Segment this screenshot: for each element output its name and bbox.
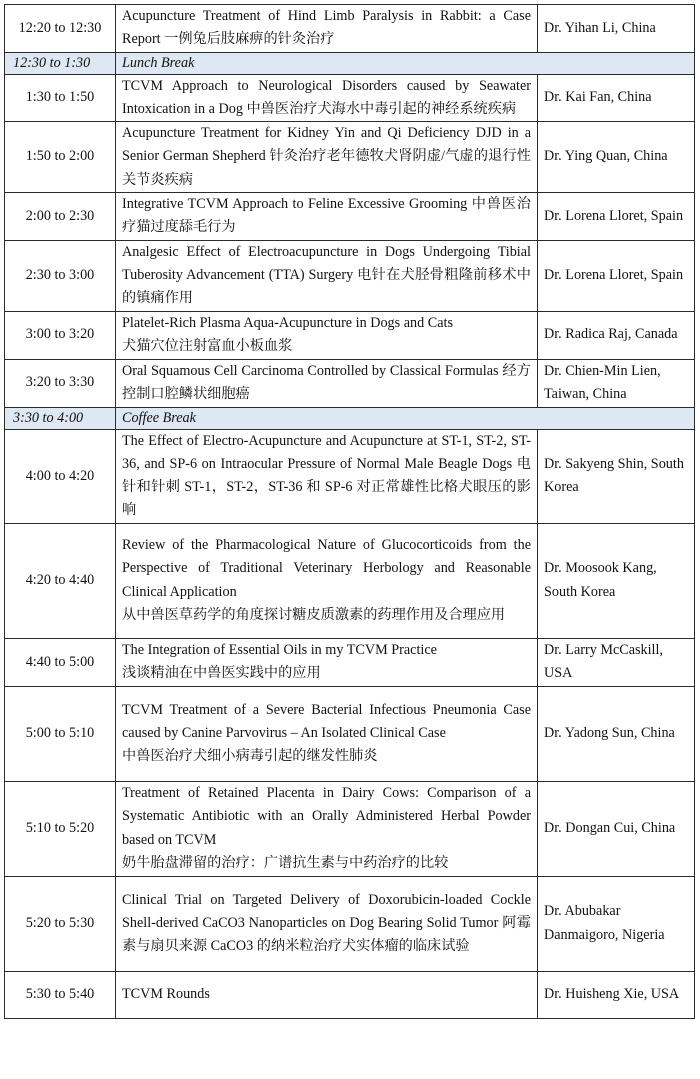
session-time: 12:20 to 12:30: [5, 5, 116, 53]
schedule-body: [5, 5, 695, 1019]
session-row: [5, 311, 695, 359]
session-speaker: Dr. Kai Fan, China: [538, 74, 695, 122]
session-title-en: Acupuncture Treatment of Hind Limb Paralysis in Rabbit: a Case Report: [122, 8, 531, 48]
session-speaker: Dr. Sakyeng Shin, South Korea: [538, 429, 695, 523]
session-row: [5, 781, 695, 876]
session-time: 1:30 to 1:50: [5, 74, 116, 122]
session-time: 5:10 to 5:20: [5, 781, 116, 876]
session-speaker: Dr. Huisheng Xie, USA: [538, 971, 695, 1018]
session-row: [5, 429, 695, 523]
session-title-en: TCVM Treatment of a Severe Bacterial Infectious Pneumonia Case caused by Canine Parvovirus – An Isolated Clinical Case: [122, 701, 531, 742]
session-time: 5:20 to 5:30: [5, 876, 116, 971]
session-title-en: Treatment of Retained Placenta in Dairy Cows: Comparison of a Systematic Antibiotic with an Orally Administered Herbal Powder based on TCVM: [122, 785, 531, 848]
session-title-zh: 一例兔后肢麻痹的针灸治疗: [164, 31, 335, 48]
session-time: 1:50 to 2:00: [5, 122, 116, 193]
session-title-en: Review of the Pharmacological Nature of Glucocorticoids from the Perspective of Traditional Veterinary Herbology and Reasonable Clinical Application: [122, 537, 531, 600]
session-title-en: TCVM Approach to Neurological Disorders caused by Seawater Intoxication in a Dog: [122, 77, 531, 117]
session-speaker: Dr. Yadong Sun, China: [538, 686, 695, 781]
session-time: 4:00 to 4:20: [5, 429, 116, 523]
session-title-zh: 中兽医治疗犬海水中毒引起的神经系统疾病: [246, 100, 517, 117]
session-title-zh: 中兽医治疗犬细小病毒引起的继发性肺炎: [122, 748, 378, 765]
session-speaker: Dr. Yihan Li, China: [538, 5, 695, 53]
session-title-cell: [116, 686, 538, 781]
break-label: Coffee Break: [116, 407, 695, 429]
session-title-en: Oral Squamous Cell Carcinoma Controlled by Classical Formulas: [122, 362, 499, 379]
session-title-cell: [116, 74, 538, 122]
session-title-cell: [116, 638, 538, 686]
session-row: [5, 638, 695, 686]
session-title-zh: 中兽医治疗猫过度舔毛行为: [122, 196, 531, 236]
session-time: 3:00 to 3:20: [5, 311, 116, 359]
session-time: 3:20 to 3:30: [5, 359, 116, 407]
break-row: [5, 407, 695, 429]
session-title-zh: 电针和针刺 ST-1，ST-2，ST-36 和 SP-6 对正常雄性比格犬眼压的影响: [122, 455, 531, 519]
session-title-en: The Integration of Essential Oils in my TCVM Practice: [122, 641, 437, 658]
session-title-cell: [116, 193, 538, 241]
session-speaker: Dr. Chien-Min Lien, Taiwan, China: [538, 359, 695, 407]
session-title-en: Integrative TCVM Approach to Feline Excessive Grooming: [122, 196, 468, 213]
break-row: [5, 52, 695, 74]
session-title-zh: 电针在犬胫骨粗隆前移术中的镇痛作用: [122, 266, 531, 307]
session-title-cell: [116, 429, 538, 523]
break-time: 3:30 to 4:00: [5, 407, 116, 429]
session-time: 2:30 to 3:00: [5, 240, 116, 311]
session-title-zh: 阿霉素与扇贝来源 CaCO3 的纳米粒治疗犬实体瘤的临床试验: [122, 915, 531, 955]
session-title-zh: 针灸治疗老年德牧犬肾阴虚/气虚的退行性关节炎疾病: [122, 148, 531, 188]
session-title-zh: 从中兽医草药学的角度探讨糖皮质激素的药理作用及合理应用: [122, 607, 506, 624]
session-time: 2:00 to 2:30: [5, 193, 116, 241]
session-time: 4:20 to 4:40: [5, 523, 116, 638]
session-speaker: Dr. Dongan Cui, China: [538, 781, 695, 876]
session-row: [5, 74, 695, 122]
session-title-cell: [116, 359, 538, 407]
break-time: 12:30 to 1:30: [5, 52, 116, 74]
session-row: [5, 240, 695, 311]
session-row: [5, 876, 695, 971]
session-title-cell: [116, 122, 538, 193]
session-title-cell: [116, 876, 538, 971]
session-speaker: Dr. Moosook Kang, South Korea: [538, 523, 695, 638]
session-speaker: Dr. Radica Raj, Canada: [538, 311, 695, 359]
session-title-zh: 奶牛胎盘滞留的治疗：广谱抗生素与中药治疗的比较: [122, 855, 449, 872]
session-row: [5, 359, 695, 407]
session-title-en: Analgesic Effect of Electroacupuncture in Dogs Undergoing Tibial Tuberosity Advancement (TTA) Surgery: [122, 243, 531, 283]
session-title-en: Platelet-Rich Plasma Aqua-Acupuncture in Dogs and Cats: [122, 314, 453, 331]
session-title-zh: 犬猫穴位注射富血小板血浆: [122, 338, 293, 355]
session-row: [5, 193, 695, 241]
session-title-cell: [116, 523, 538, 638]
session-row: [5, 523, 695, 638]
break-label: Lunch Break: [116, 52, 695, 74]
session-speaker: Dr. Abubakar Danmaigoro, Nigeria: [538, 876, 695, 971]
session-title-cell: [116, 971, 538, 1018]
schedule-table: [4, 4, 695, 1019]
session-title-en: Acupuncture Treatment for Kidney Yin and Qi Deficiency DJD in a Senior German Shepherd: [122, 125, 531, 165]
session-speaker: Dr. Lorena Lloret, Spain: [538, 193, 695, 241]
session-title-cell: [116, 5, 538, 53]
session-time: 5:00 to 5:10: [5, 686, 116, 781]
session-title-en: TCVM Rounds: [122, 986, 210, 1003]
session-row: [5, 5, 695, 53]
session-title-en: Clinical Trial on Targeted Delivery of Doxorubicin-loaded Cockle Shell-derived CaCO3 Nanoparticles on Dog Bearing Solid Tumor: [122, 891, 531, 932]
session-time: 4:40 to 5:00: [5, 638, 116, 686]
session-speaker: Dr. Lorena Lloret, Spain: [538, 240, 695, 311]
session-title-en: The Effect of Electro-Acupuncture and Acupuncture at ST-1, ST-2, ST-36, and SP-6 on Intraocular Pressure of Normal Male Beagle Dogs: [122, 432, 531, 472]
session-title-zh: 浅谈精油在中兽医实践中的应用: [122, 665, 321, 682]
session-title-cell: [116, 240, 538, 311]
session-time: 5:30 to 5:40: [5, 971, 116, 1018]
session-row: [5, 971, 695, 1018]
session-speaker: Dr. Ying Quan, China: [538, 122, 695, 193]
session-speaker: Dr. Larry McCaskill, USA: [538, 638, 695, 686]
session-row: [5, 122, 695, 193]
session-title-cell: [116, 311, 538, 359]
session-title-cell: [116, 781, 538, 876]
session-title-zh: 经方控制口腔鳞状细胞癌: [122, 362, 531, 403]
session-row: [5, 686, 695, 781]
